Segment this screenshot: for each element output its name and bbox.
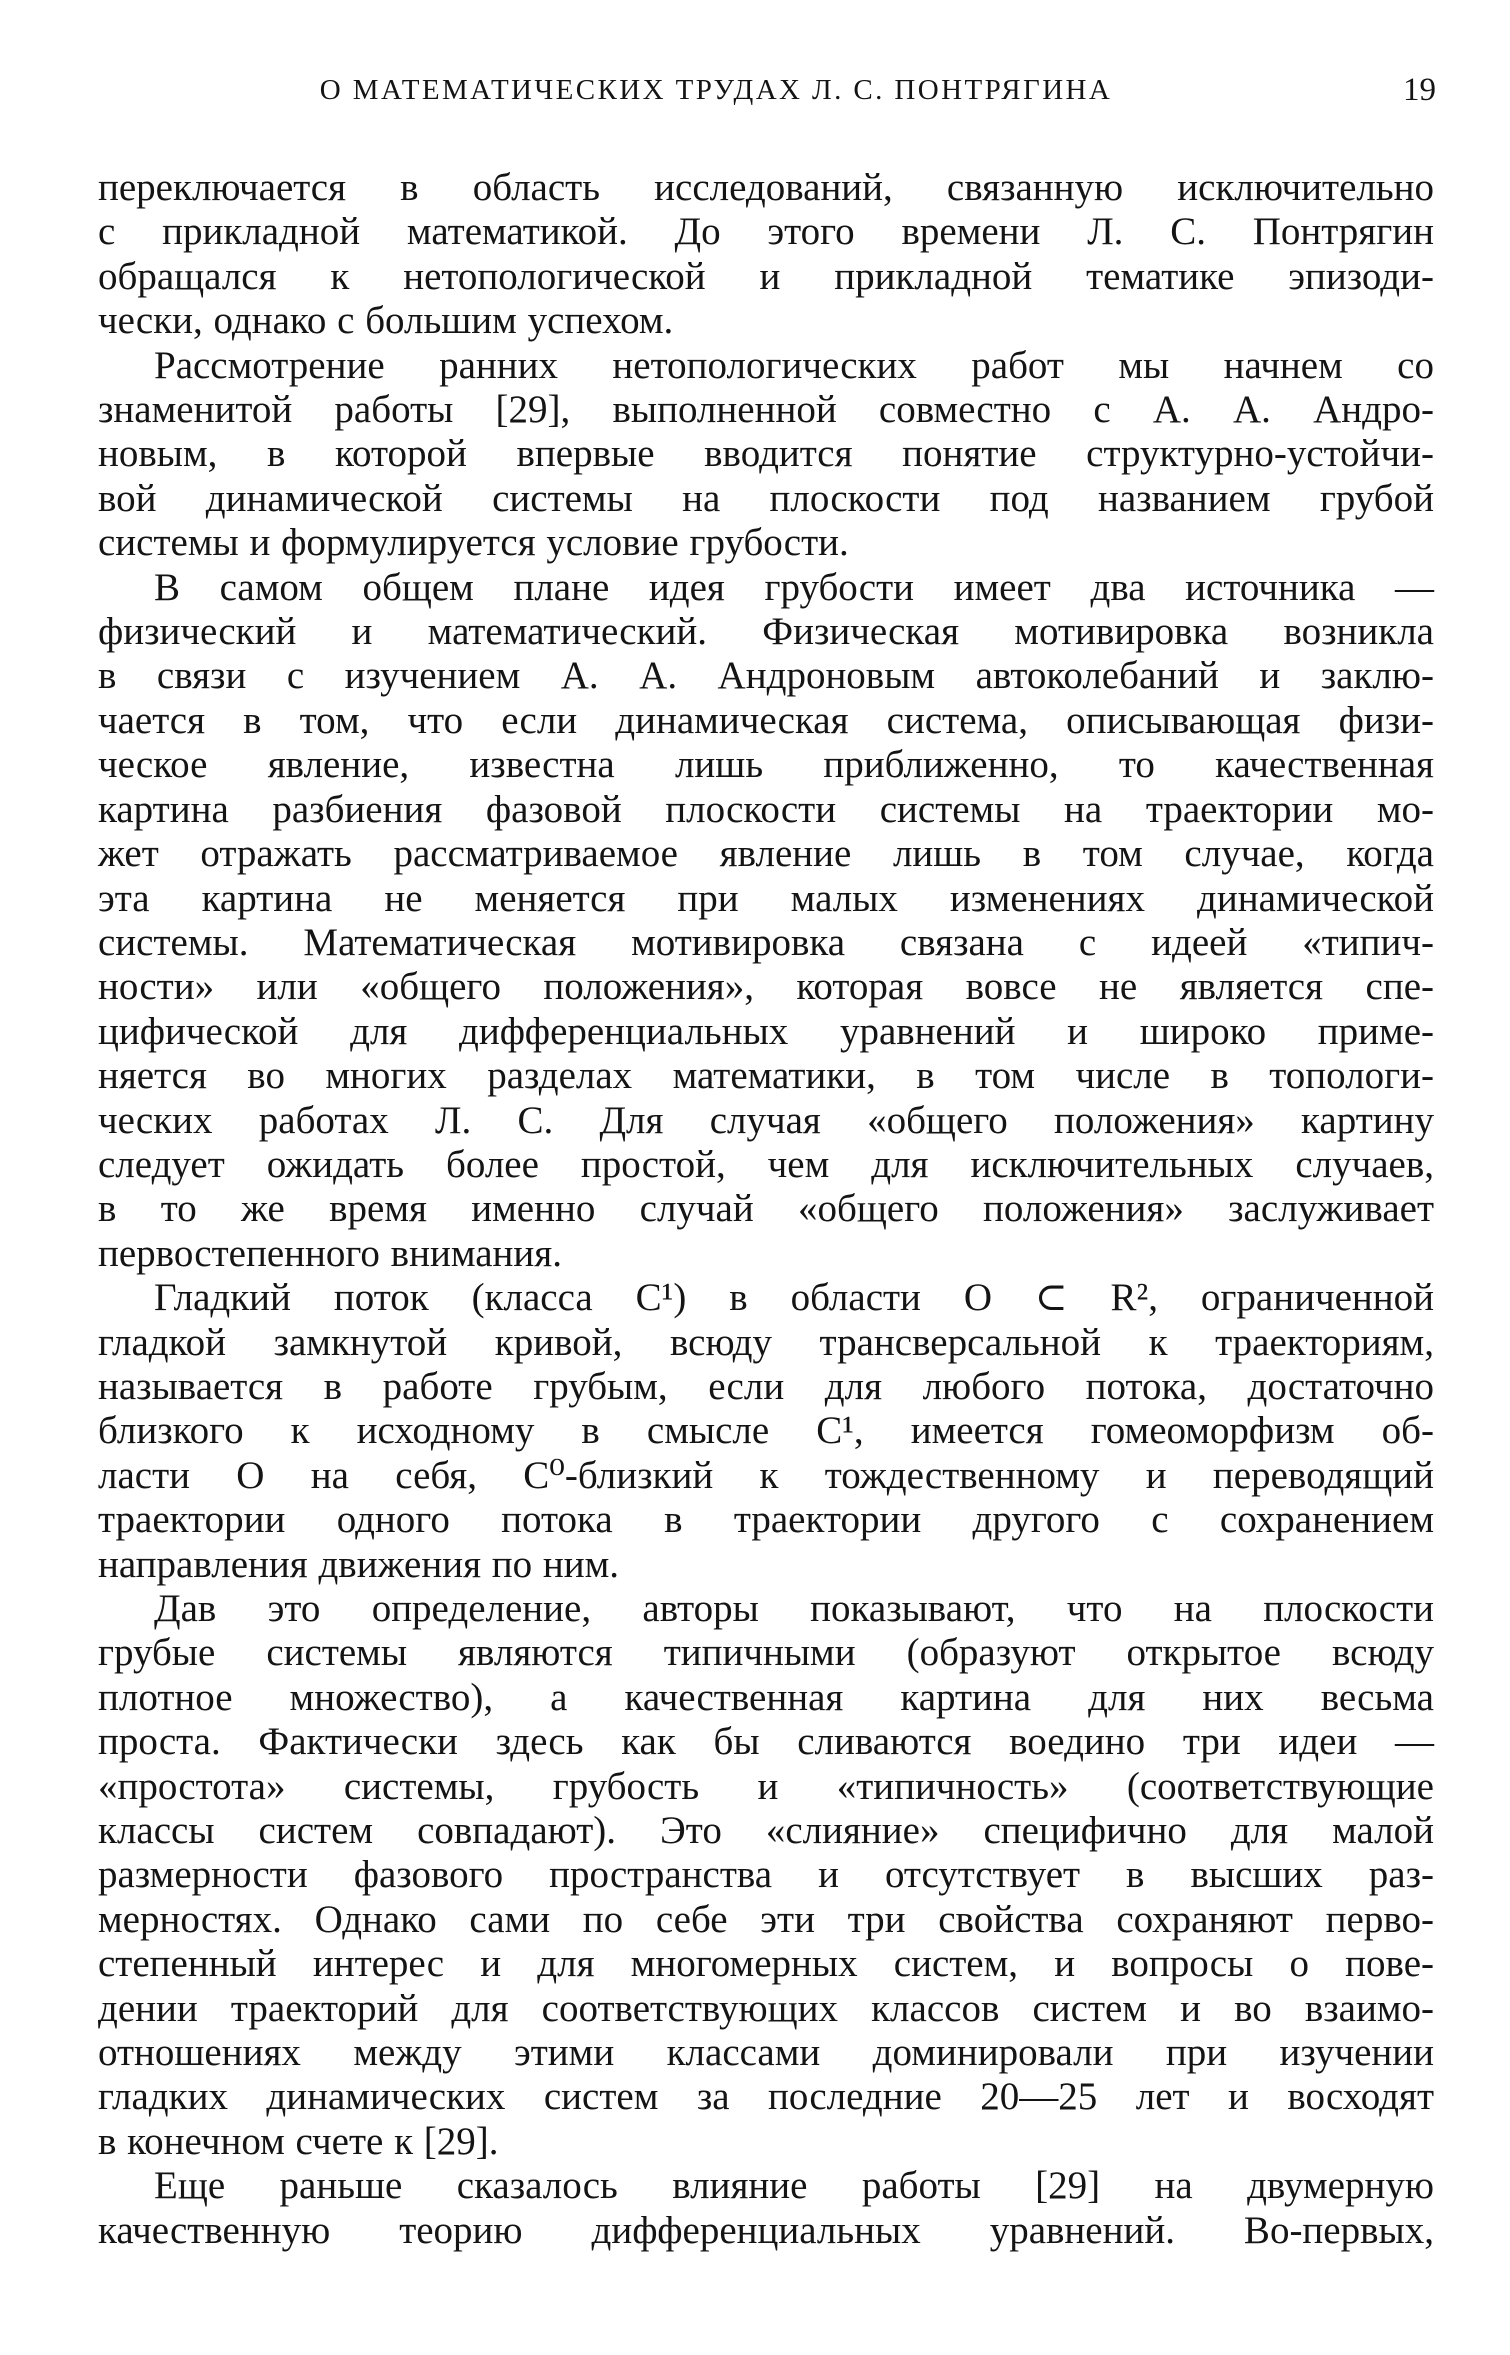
text-line: в конечном счете к [29]. (98, 2119, 499, 2163)
text-line: ческое явление, известна лишь приближенно, то качественная (98, 743, 1434, 787)
text-line: ческих работах Л. С. Для случая «общего положения» картину (98, 1098, 1434, 1142)
text-line: гладкой замкнутой кривой, всюду трансверсальной к траекториям, (98, 1320, 1434, 1364)
text-line: качественную теорию дифференциальных уравнений. Во-первых, (98, 2208, 1434, 2252)
text-line: мерностях. Однако сами по себе эти три свойства сохраняют перво- (98, 1897, 1434, 1941)
text-line: следует ожидать более простой, чем для исключительных случаев, (98, 1142, 1434, 1186)
text-line: обращался к нетопологической и прикладной тематике эпизоди- (98, 254, 1434, 298)
text-line: плотное множество), а качественная картина для них весьма (98, 1675, 1434, 1719)
text-line: называется в работе грубым, если для любого потока, достаточно (98, 1364, 1434, 1408)
text-line: жет отражать рассматриваемое явление лишь в том случае, когда (98, 832, 1434, 876)
paragraph-3 (98, 566, 1434, 1277)
body-text (98, 166, 1434, 2253)
text-line: размерности фазового пространства и отсутствует в высших раз- (98, 1853, 1434, 1897)
text-line: ласти O на себя, C⁰-близкий к тождественному и переводящий (98, 1453, 1434, 1497)
text-line: знаменитой работы [29], выполненной совместно с А. А. Андро- (98, 388, 1434, 432)
text-line: вой динамической системы на плоскости под названием грубой (98, 476, 1434, 520)
text-line: «простота» системы, грубость и «типичность» (соответствующие (98, 1764, 1434, 1808)
text-line: няется во многих разделах математики, в том числе в топологи- (98, 1054, 1434, 1098)
text-line: ности» или «общего положения», которая вовсе не является спе- (98, 965, 1434, 1009)
paragraph-4 (98, 1276, 1434, 1587)
text-line: эта картина не меняется при малых изменениях динамической (98, 876, 1434, 920)
text-line: новым, в которой впервые вводится понятие структурно-устойчи- (98, 432, 1434, 476)
paragraph-2 (98, 344, 1434, 566)
text-line: классы систем совпадают). Это «слияние» специфично для малой (98, 1809, 1434, 1853)
text-line: чески, однако с большим успехом. (98, 299, 674, 343)
text-line: дении траекторий для соответствующих классов систем и во взаимо- (98, 1986, 1434, 2030)
text-line: степенный интерес и для многомерных систем, и вопросы о пове- (98, 1942, 1434, 1986)
text-line: с прикладной математикой. До этого времени Л. С. Понтрягин (98, 210, 1434, 254)
text-line: грубые системы являются типичными (образуют открытое всюду (98, 1631, 1434, 1675)
running-title: О МАТЕМАТИЧЕСКИХ ТРУДАХ Л. С. ПОНТРЯГИНА (319, 74, 1113, 106)
text-line: картина разбиения фазовой плоскости системы на траектории мо- (98, 787, 1434, 831)
running-head (96, 72, 1436, 112)
paragraph-1 (98, 166, 1434, 344)
text-line: Еще раньше сказалось влияние работы [29] на двумерную (154, 2164, 1434, 2208)
paragraph-5 (98, 1587, 1434, 2164)
text-line: первостепенного внимания. (98, 1231, 562, 1275)
paragraph-6 (98, 2164, 1434, 2253)
text-line: Дав это определение, авторы показывают, что на плоскости (154, 1587, 1434, 1630)
text-line: отношениях между этими классами доминировали при изучении (98, 2031, 1434, 2075)
text-line: В самом общем плане идея грубости имеет два источника — (154, 565, 1434, 609)
text-line: направления движения по ним. (98, 1542, 620, 1586)
text-line: цифической для дифференциальных уравнений и широко приме- (98, 1009, 1434, 1053)
text-line: переключается в область исследований, связанную исключительно (98, 166, 1434, 209)
text-line: в то же время именно случай «общего положения» заслуживает (98, 1187, 1434, 1231)
text-line: проста. Фактически здесь как бы сливаются воедино три идеи — (98, 1720, 1434, 1764)
text-line: гладких динамических систем за последние 20—25 лет и восходят (98, 2075, 1434, 2119)
text-line: физический и математический. Физическая мотивировка возникла (98, 610, 1434, 654)
text-line: Рассмотрение ранних нетопологических работ мы начнем со (154, 343, 1434, 387)
text-line: близкого к исходному в смысле C¹, имеется гомеоморфизм об- (98, 1409, 1434, 1453)
text-line: траектории одного потока в траектории другого с сохранением (98, 1498, 1434, 1542)
text-line: Гладкий поток (класса C¹) в области O ⊂ R², ограниченной (154, 1276, 1434, 1320)
text-line: системы. Математическая мотивировка связана с идеей «типич- (98, 920, 1434, 964)
text-line: чается в том, что если динамическая система, описывающая физи- (98, 698, 1434, 742)
text-line: в связи с изучением А. А. Андроновым автоколебаний и заклю- (98, 654, 1434, 698)
text-line: системы и формулируется условие грубости. (98, 521, 849, 565)
page-number: 19 (1403, 72, 1436, 108)
